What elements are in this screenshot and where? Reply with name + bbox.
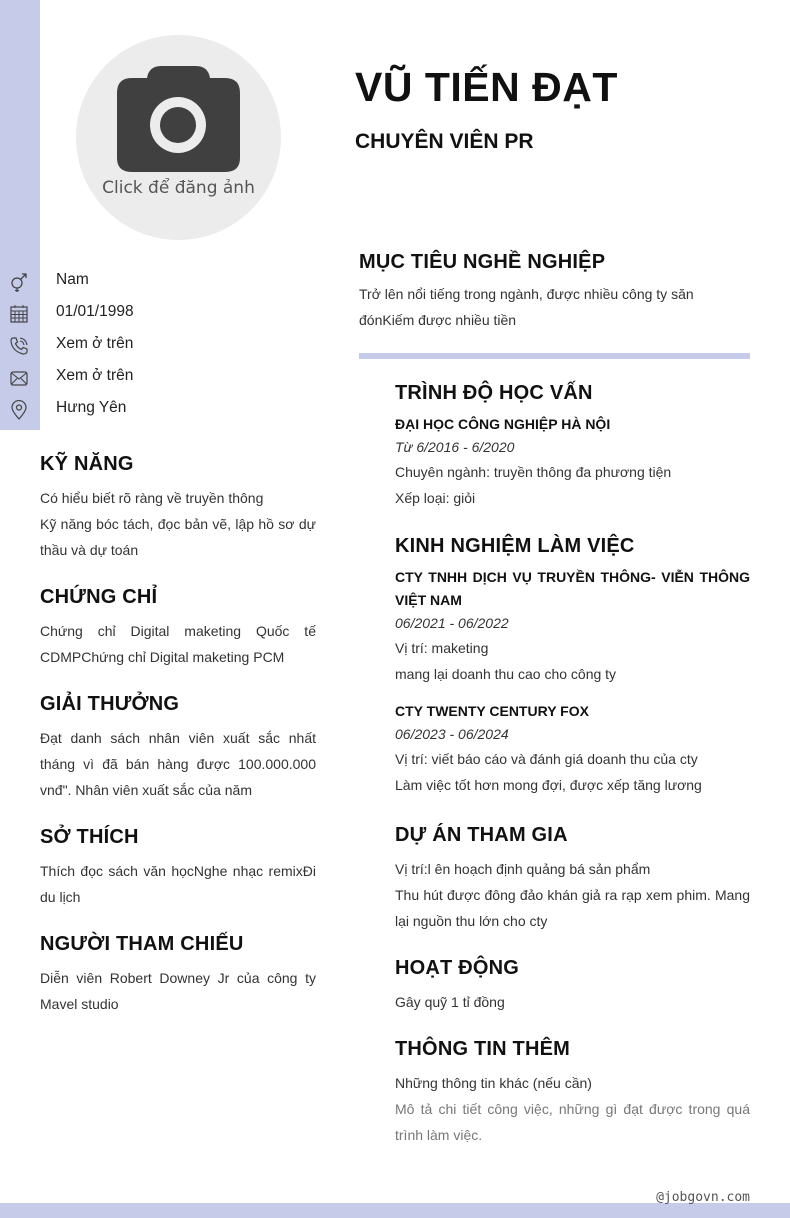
camera-icon — [117, 66, 240, 172]
projects-title: DỰ ÁN THAM GIA — [395, 824, 568, 846]
school-name: ĐẠI HỌC CÔNG NGHIỆP HÀ NỘI — [395, 416, 611, 432]
calendar-icon — [9, 304, 29, 324]
candidate-name: VŨ TIẾN ĐẠT — [355, 64, 618, 110]
extra-info-description: Mô tả chi tiết công việc, những gì đạt được trong quá trình làm việc. — [395, 1101, 750, 1143]
objective-title: MỤC TIÊU NGHỀ NGHIỆP — [359, 251, 606, 273]
job-position: Vị trí: maketing — [395, 640, 489, 656]
hobbies-title: SỞ THÍCH — [40, 826, 139, 848]
info-email — [0, 362, 330, 394]
info-address — [0, 394, 330, 426]
project-description: Thu hút được đông đảo khán giả ra rạp xem phim. Mang lại nguồn thu lớn cho cty — [395, 887, 750, 929]
hobbies-text: Thích đọc sách văn họcNghe nhạc remixĐi du lịch — [40, 863, 316, 905]
activities-section — [395, 957, 750, 1015]
company-name: CTY TWENTY CENTURY FOX — [395, 703, 589, 719]
hobbies-section — [40, 826, 316, 910]
awards-title: GIẢI THƯỞNG — [40, 693, 180, 715]
phone-icon — [9, 336, 29, 356]
references-text: Diễn viên Robert Downey Jr của công ty Mavel studio — [40, 970, 316, 1012]
location-icon — [9, 400, 29, 420]
skill-item: Có hiểu biết rõ ràng về truyền thông — [40, 490, 264, 506]
certificates-title: CHỨNG CHỈ — [40, 586, 158, 608]
experience-section — [395, 535, 750, 798]
education-grade: Xếp loại: giỏi — [395, 490, 476, 506]
avatar-upload[interactable] — [76, 35, 281, 240]
project-position: Vị trí:l ên hoạch định quảng bá sản phẩm — [395, 861, 651, 877]
activities-title: HOẠT ĐỘNG — [395, 957, 520, 979]
phone-value: Xem ở trên — [56, 335, 134, 352]
skills-section — [40, 453, 316, 563]
footer-accent-bar — [0, 1203, 790, 1218]
awards-section — [40, 693, 316, 803]
experience-title: KINH NGHIỆM LÀM VIỆC — [395, 535, 635, 557]
job-period: 06/2023 - 06/2024 — [395, 726, 509, 742]
extra-info-text: Những thông tin khác (nếu cần) — [395, 1075, 592, 1091]
certificates-text: Chứng chỉ Digital maketing Quốc tế CDMPChứng chỉ Digital maketing PCM — [40, 623, 316, 665]
activities-text: Gây quỹ 1 tỉ đồng — [395, 994, 505, 1010]
email-icon — [9, 368, 29, 388]
education-period: Từ 6/2016 - 6/2020 — [395, 439, 515, 455]
job-description: mang lại doanh thu cao cho công ty — [395, 666, 617, 682]
extra-info-title: THÔNG TIN THÊM — [395, 1038, 571, 1060]
projects-section — [395, 824, 750, 934]
skill-item: Kỹ năng bóc tách, đọc bản vẽ, lập hồ sơ dự thầu và dự toán — [40, 516, 316, 558]
job-period: 06/2021 - 06/2022 — [395, 615, 509, 631]
info-gender — [0, 266, 330, 298]
birthday-value: 01/01/1998 — [56, 303, 134, 320]
gender-icon — [9, 272, 29, 292]
job-description: Làm việc tốt hơn mong đợi, được xếp tăng lương — [395, 777, 702, 793]
info-birthday — [0, 298, 330, 330]
education-title: TRÌNH ĐỘ HỌC VẤN — [395, 382, 593, 404]
company-name: CTY TNHH DỊCH VỤ TRUYỀN THÔNG- VIỄN THÔNG VIỆT NAM — [395, 569, 750, 608]
education-major: Chuyên ngành: truyền thông đa phương tiện — [395, 464, 672, 480]
extra-info-section — [395, 1038, 750, 1148]
address-value: Hưng Yên — [56, 399, 127, 416]
awards-text: Đạt danh sách nhân viên xuất sắc nhất tháng vì đã bán hàng được 100.000.000 vnđ". Nhân viên xuất sắc của năm — [40, 730, 316, 798]
education-section — [395, 382, 750, 511]
email-value: Xem ở trên — [56, 367, 134, 384]
gender-value: Nam — [56, 271, 89, 288]
job-position: Vị trí: viết báo cáo và đánh giá doanh thu của cty — [395, 751, 698, 767]
section-divider — [359, 353, 750, 359]
skills-title: KỸ NĂNG — [40, 453, 134, 475]
references-title: NGƯỜI THAM CHIẾU — [40, 933, 244, 955]
footer-watermark: @jobgovn.com — [656, 1190, 750, 1205]
objective-text: Trở lên nổi tiếng trong ngành, được nhiều công ty săn đónKiếm được nhiều tiền — [359, 286, 694, 328]
objective-section — [359, 251, 750, 333]
certificates-section — [40, 586, 316, 670]
job-title: CHUYÊN VIÊN PR — [355, 130, 534, 153]
info-phone — [0, 330, 330, 362]
avatar-caption: Click để đăng ảnh — [102, 178, 255, 198]
references-section — [40, 933, 316, 1017]
